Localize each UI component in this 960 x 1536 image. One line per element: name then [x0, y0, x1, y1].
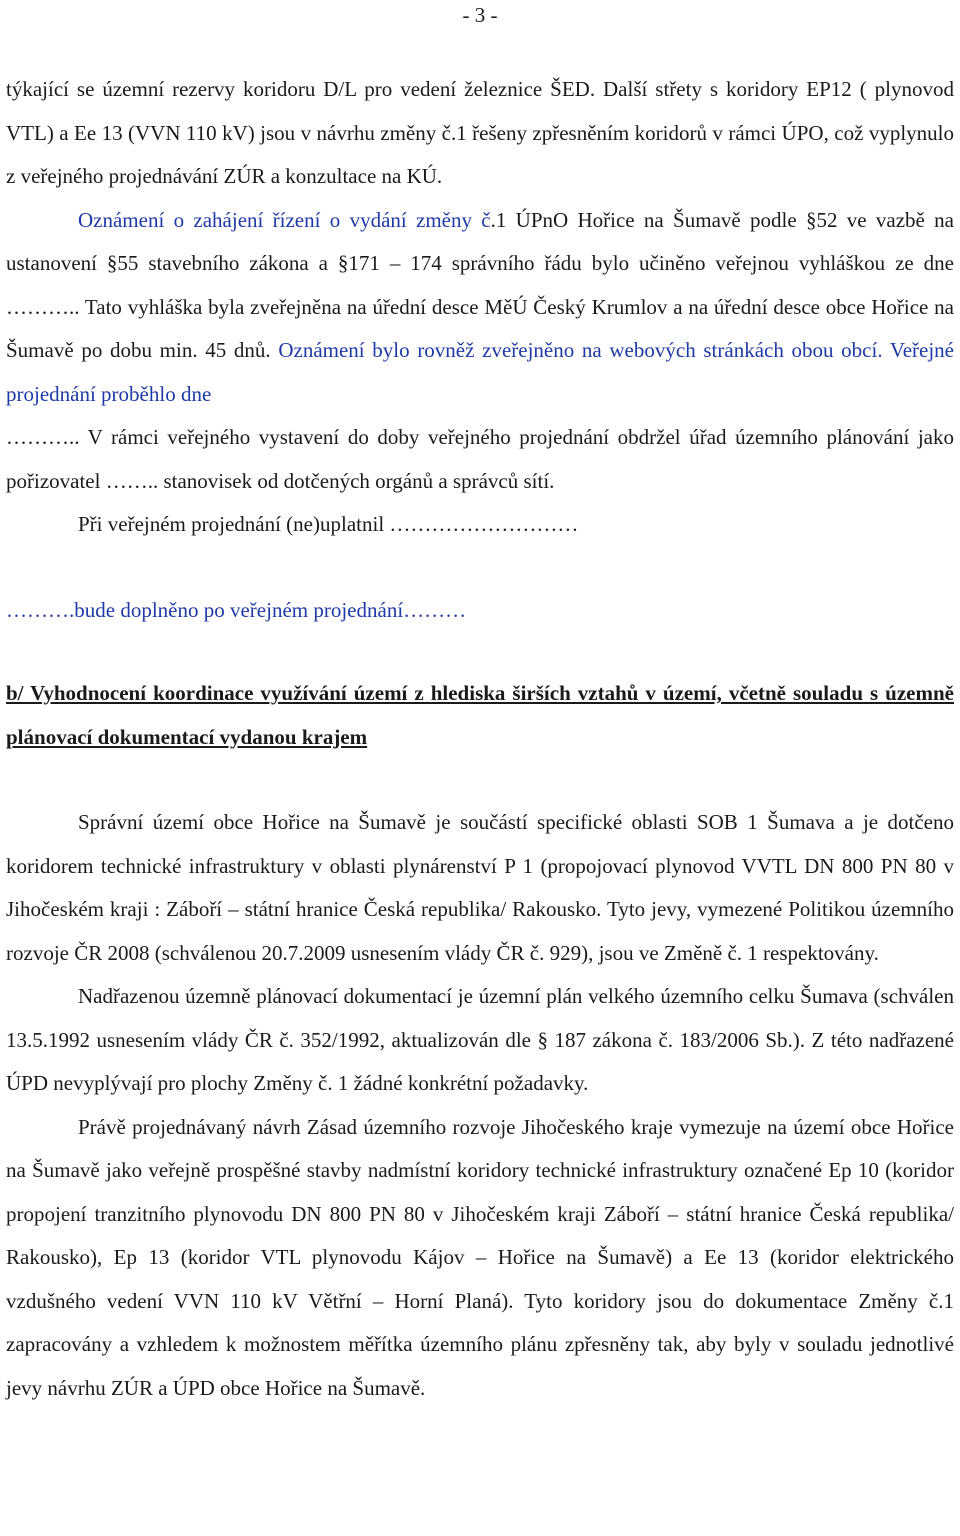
section-heading-b: b/ Vyhodnocení koordinace využívání území z hlediska širších vztahů v území, včetně souladu s územně plánovací dokumentací vydanou krajem: [6, 681, 954, 749]
notice-lead-text: Oznámení o zahájení řízení o vydání změny č: [78, 207, 491, 232]
page-number: - 3 -: [462, 3, 498, 27]
paragraph-superior-plan: Nadřazenou územně plánovací dokumentací je územní plán velkého územního celku Šumava (schválen 13.5.1992 usnesením vlády ČR č. 352/1992, aktualizován dle § 187 zákona č. 183/2006 Sb.). Z této nadřazené ÚPD nevyplývají pro plochy Změny č. 1 žádné konkrétní požadavky.: [6, 984, 954, 1095]
paragraph-objections: Při veřejném projednání (ne)uplatnil ………………………: [78, 512, 579, 536]
notice-body-text: .1 ÚPnO Hořice na Šumavě podle §52 ve vazbě na ustanovení §55 stavebního zákona a §171 – 174 správního řádu bylo učiněno veřejnou vyhláškou ze dne ……….. Tato vyhláška byla zveřejněna na úřední desce MěÚ Český Krumlov a na úřední desce obce Hořice na Šumavě po dobu min. 45 dnů.: [6, 207, 954, 362]
placeholder-note: ……….bude doplněno po veřejném projednání………: [6, 597, 467, 622]
paragraph-zur-draft: Právě projednávaný návrh Zásad územního rozvoje Jihočeského kraje vymezuje na území obce Hořice na Šumavě jako veřejně prospěšné stavby nadmístní koridory technické infrastruktury označené Ep 10 (koridor propojení tranzitního plynovodu DN 800 PN 80 v Jihočeském kraji Záboří – státní hranice Česká republika/ Rakousko), Ep 13 (koridor VTL plynovodu Kájov – Hořice na Šumavě) a Ee 13 (koridor elektrického vzdušného vedení VVN 110 kV Větřní – Horní Planá). Tyto koridory jsou do dokumentace Změny č.1 zapracovány a vzhledem k možnostem měřítka územního plánu zpřesněny tak, aby byly v souladu jednotlivé jevy návrhu ZÚR a ÚPD obce Hořice na Šumavě.: [6, 1114, 954, 1400]
paragraph-public-notice: [6, 199, 954, 417]
paragraph-public-exhibition: ……….. V rámci veřejného vystavení do doby veřejného projednání obdržel úřad územního plánování jako pořizovatel …….. stanovisek od dotčených orgánů a správců sítí.: [6, 425, 954, 493]
spacer: [6, 632, 954, 672]
paragraph-specific-area: Správní území obce Hořice na Šumavě je součástí specifické oblasti SOB 1 Šumava a je dotčeno koridorem technické infrastruktury v oblasti plynárenství P 1 (propojovací plynovod VVTL DN 800 PN 80 v Jihočeském kraji : Záboří – státní hranice Česká republika/ Rakousko. Tyto jevy, vymezené Politikou územního rozvoje ČR 2008 (schválenou 20.7.2009 usnesením vlády ČR č. 929), jsou ve Změně č. 1 respektovány.: [6, 810, 954, 965]
notice-web-text: Oznámení bylo rovněž zveřejněno na webových stránkách obou obcí. Veřejné projednání proběhlo dne: [6, 338, 954, 406]
spacer: [6, 759, 954, 801]
document-body: [6, 68, 954, 1410]
spacer: [6, 547, 954, 589]
paragraph-corridor-conflicts: týkající se územní rezervy koridoru D/L pro vedení železnice ŠED. Další střety s koridory EP12 ( plynovod VTL) a Ee 13 (VVN 110 kV) jsou v návrhu změny č.1 řešeny zpřesněním koridorů v rámci ÚPO, což vyplynulo z veřejného projednávání ZÚR a konzultace na KÚ.: [6, 77, 954, 188]
